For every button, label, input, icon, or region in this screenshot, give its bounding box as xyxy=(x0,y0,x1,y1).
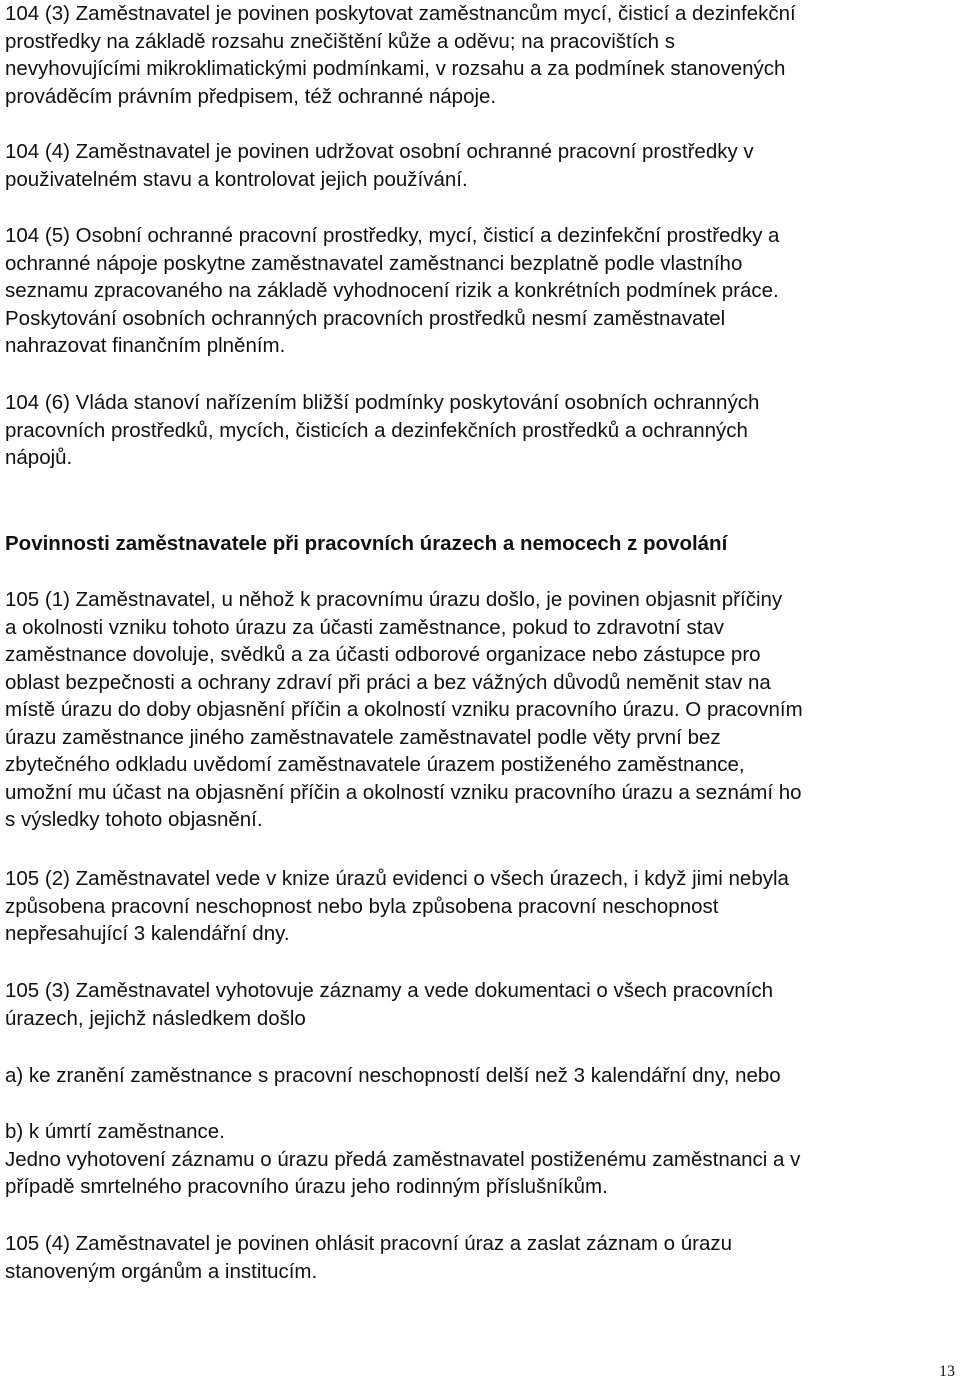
text-line: zbytečného odkladu uvědomí zaměstnavatele úrazem postiženého zaměstnance, xyxy=(5,753,745,776)
text-line: Jedno vyhotovení záznamu o úrazu předá zaměstnavatel postiženému zaměstnanci a v xyxy=(5,1147,801,1171)
paragraph-105-2 xyxy=(5,865,953,948)
text-line: použivatelném stavu a kontrolovat jejich používání. xyxy=(5,167,468,191)
text-line: úrazech, jejichž následkem došlo xyxy=(5,1006,306,1030)
text-line: seznamu zpracovaného na základě vyhodnocení rizik a konkrétních podmínek práce. xyxy=(5,279,779,302)
text-line: případě smrtelného pracovního úrazu jeho rodinným příslušníkům. xyxy=(5,1175,608,1198)
text-line: nepřesahující 3 kalendářní dny. xyxy=(5,922,290,945)
text-line: 105 (3) Zaměstnavatel vyhotovuje záznamy a vede dokumentaci o všech pracovních xyxy=(5,979,774,1002)
paragraph-105-3a xyxy=(5,1062,953,1090)
text-line: a okolnosti vzniku tohoto úrazu za účasti zaměstnance, pokud to zdravotní stav xyxy=(5,615,725,639)
text-line: zaměstnance dovoluje, svědků a za účasti odborové organizace nebo zástupce pro xyxy=(5,643,761,666)
paragraph-105-3 xyxy=(5,977,953,1032)
paragraph-104-4 xyxy=(5,138,953,193)
text-line: a) ke zranění zaměstnance s pracovní neschopností delší než 3 kalendářní dny, nebo xyxy=(5,1064,781,1087)
paragraph-104-6 xyxy=(5,389,953,472)
text-line: stanoveným orgánům a institucím. xyxy=(5,1259,318,1283)
text-line: způsobena pracovní neschopnost nebo byla způsobena pracovní neschopnost xyxy=(5,894,719,918)
text-line: 104 (4) Zaměstnavatel je povinen udržovat osobní ochranné pracovní prostředky v xyxy=(5,140,754,163)
text-line: nahrazovat finančním plněním. xyxy=(5,334,286,357)
text-line: nápojů. xyxy=(5,446,73,469)
text-line: ochranné nápoje poskytne zaměstnavatel zaměstnanci bezplatně podle vlastního xyxy=(5,251,743,275)
text-line: Poskytování osobních ochranných pracovních prostředků nesmí zaměstnavatel xyxy=(5,306,726,330)
text-line: místě úrazu do doby objasnění příčin a okolností vzniku pracovního úrazu. O pracovním xyxy=(5,698,803,721)
text-line: 105 (1) Zaměstnavatel, u něhož k pracovnímu úrazu došlo, je povinen objasnit příčiny xyxy=(5,588,783,611)
paragraph-105-3b xyxy=(5,1118,953,1201)
text-line: umožní mu účast na objasnění příčin a okolností vzniku pracovního úrazu a seznámí ho xyxy=(5,780,802,804)
text-line: 105 (4) Zaměstnavatel je povinen ohlásit pracovní úraz a zaslat záznam o úrazu xyxy=(5,1232,732,1255)
text-line: prostředky na základě rozsahu znečištění kůže a oděvu; na pracovištích s xyxy=(5,29,676,53)
text-line: b) k úmrtí zaměstnance. xyxy=(5,1120,225,1143)
text-line: s výsledky tohoto objasnění. xyxy=(5,808,263,831)
text-line: nevyhovujícími mikroklimatickými podmínkami, v rozsahu a za podmínek stanovených xyxy=(5,57,786,80)
paragraph-104-3 xyxy=(5,0,953,110)
paragraph-105-4 xyxy=(5,1230,953,1285)
text-line: oblast bezpečnosti a ochrany zdraví při práci a bez vážných důvodů neměnit stav na xyxy=(5,670,771,694)
text-line: 104 (5) Osobní ochranné pracovní prostředky, mycí, čisticí a dezinfekční prostředky a xyxy=(5,224,780,247)
paragraph-104-5 xyxy=(5,222,953,360)
text-line: prováděcím právním předpisem, též ochranné nápoje. xyxy=(5,84,497,108)
page-number: 13 xyxy=(939,1363,955,1380)
text-line: 104 (3) Zaměstnavatel je povinen poskytovat zaměstnancům mycí, čisticí a dezinfekční xyxy=(5,2,796,25)
text-line: úrazu zaměstnance jiného zaměstnavatele zaměstnavatel podle věty první bez xyxy=(5,725,721,749)
text-line: 105 (2) Zaměstnavatel vede v knize úrazů evidenci o všech úrazech, i když jimi nebyla xyxy=(5,867,789,890)
paragraph-105-1 xyxy=(5,586,953,834)
text-line: pracovních prostředků, mycích, čisticích a dezinfekčních prostředků a ochranných xyxy=(5,418,748,442)
section-heading: Povinnosti zaměstnavatele při pracovních úrazech a nemocech z povolání xyxy=(5,532,728,555)
text-line: 104 (6) Vláda stanoví nařízením bližší podmínky poskytování osobních ochranných xyxy=(5,391,760,414)
